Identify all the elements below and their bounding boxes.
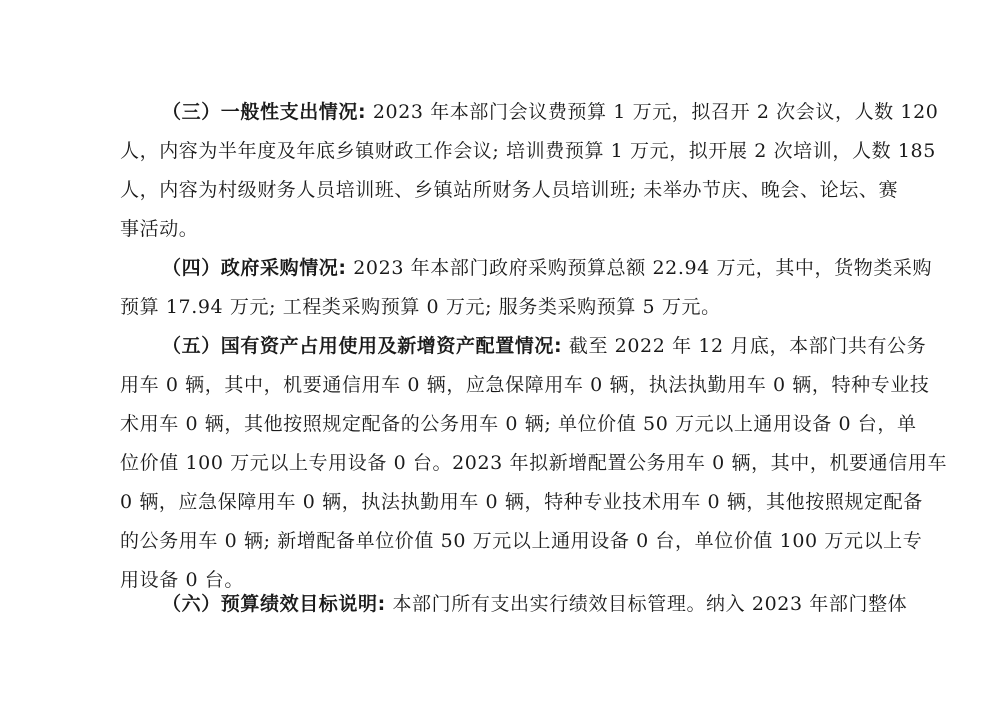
paragraph-3-line-4: 事活动。 xyxy=(120,218,199,240)
paragraph-6-heading: （六）预算绩效目标说明: xyxy=(162,593,386,615)
paragraph-5-line-1 xyxy=(162,332,927,360)
paragraph-3-line-2: 人，内容为半年度及年底乡镇财政工作会议; 培训费预算 1 万元，拟开展 2 次培训，人数 185 xyxy=(120,140,936,162)
paragraph-5-heading: （五）国有资产占用使用及新增资产配置情况: xyxy=(162,335,563,357)
paragraph-4-line-1 xyxy=(162,254,933,282)
paragraph-4-heading: （四）政府采购情况: xyxy=(162,257,347,279)
paragraph-5-line-2: 用车 0 辆，其中，机要通信用车 0 辆，应急保障用车 0 辆，执法执勤用车 0 辆，特种专业技 xyxy=(120,374,930,396)
paragraph-5-line-5: 0 辆，应急保障用车 0 辆，执法执勤用车 0 辆，特种专业技术用车 0 辆，其他按照规定配备 xyxy=(120,491,923,513)
paragraph-5-line-6: 的公务用车 0 辆; 新增配备单位价值 50 万元以上通用设备 0 台，单位价值 100 万元以上专 xyxy=(120,530,923,552)
paragraph-3-heading: （三）一般性支出情况: xyxy=(162,101,367,123)
paragraph-5-line-3: 术用车 0 辆，其他按照规定配备的公务用车 0 辆; 单位价值 50 万元以上通用设备 0 台，单 xyxy=(120,413,917,435)
paragraph-3-text: 2023 年本部门会议费预算 1 万元，拟召开 2 次会议，人数 120 xyxy=(366,101,939,123)
paragraph-4-line-2: 预算 17.94 万元; 工程类采购预算 0 万元; 服务类采购预算 5 万元。 xyxy=(120,296,721,318)
paragraph-5-line-4: 位价值 100 万元以上专用设备 0 台。2023 年拟新增配置公务用车 0 辆，其中，机要通信用车 xyxy=(120,452,948,474)
paragraph-6-line-1 xyxy=(162,590,908,618)
paragraph-3-line-3: 人，内容为村级财务人员培训班、乡镇站所财务人员培训班; 未举办节庆、晚会、论坛、赛 xyxy=(120,179,899,201)
paragraph-3-line-1 xyxy=(162,98,939,126)
paragraph-6-text: 本部门所有支出实行绩效目标管理。纳入 2023 年部门整体 xyxy=(385,593,908,615)
paragraph-5-text: 截至 2022 年 12 月底，本部门共有公务 xyxy=(562,335,927,357)
paragraph-4-text: 2023 年本部门政府采购预算总额 22.94 万元，其中，货物类采购 xyxy=(346,257,933,279)
paragraph-5-line-7: 用设备 0 台。 xyxy=(120,569,244,591)
